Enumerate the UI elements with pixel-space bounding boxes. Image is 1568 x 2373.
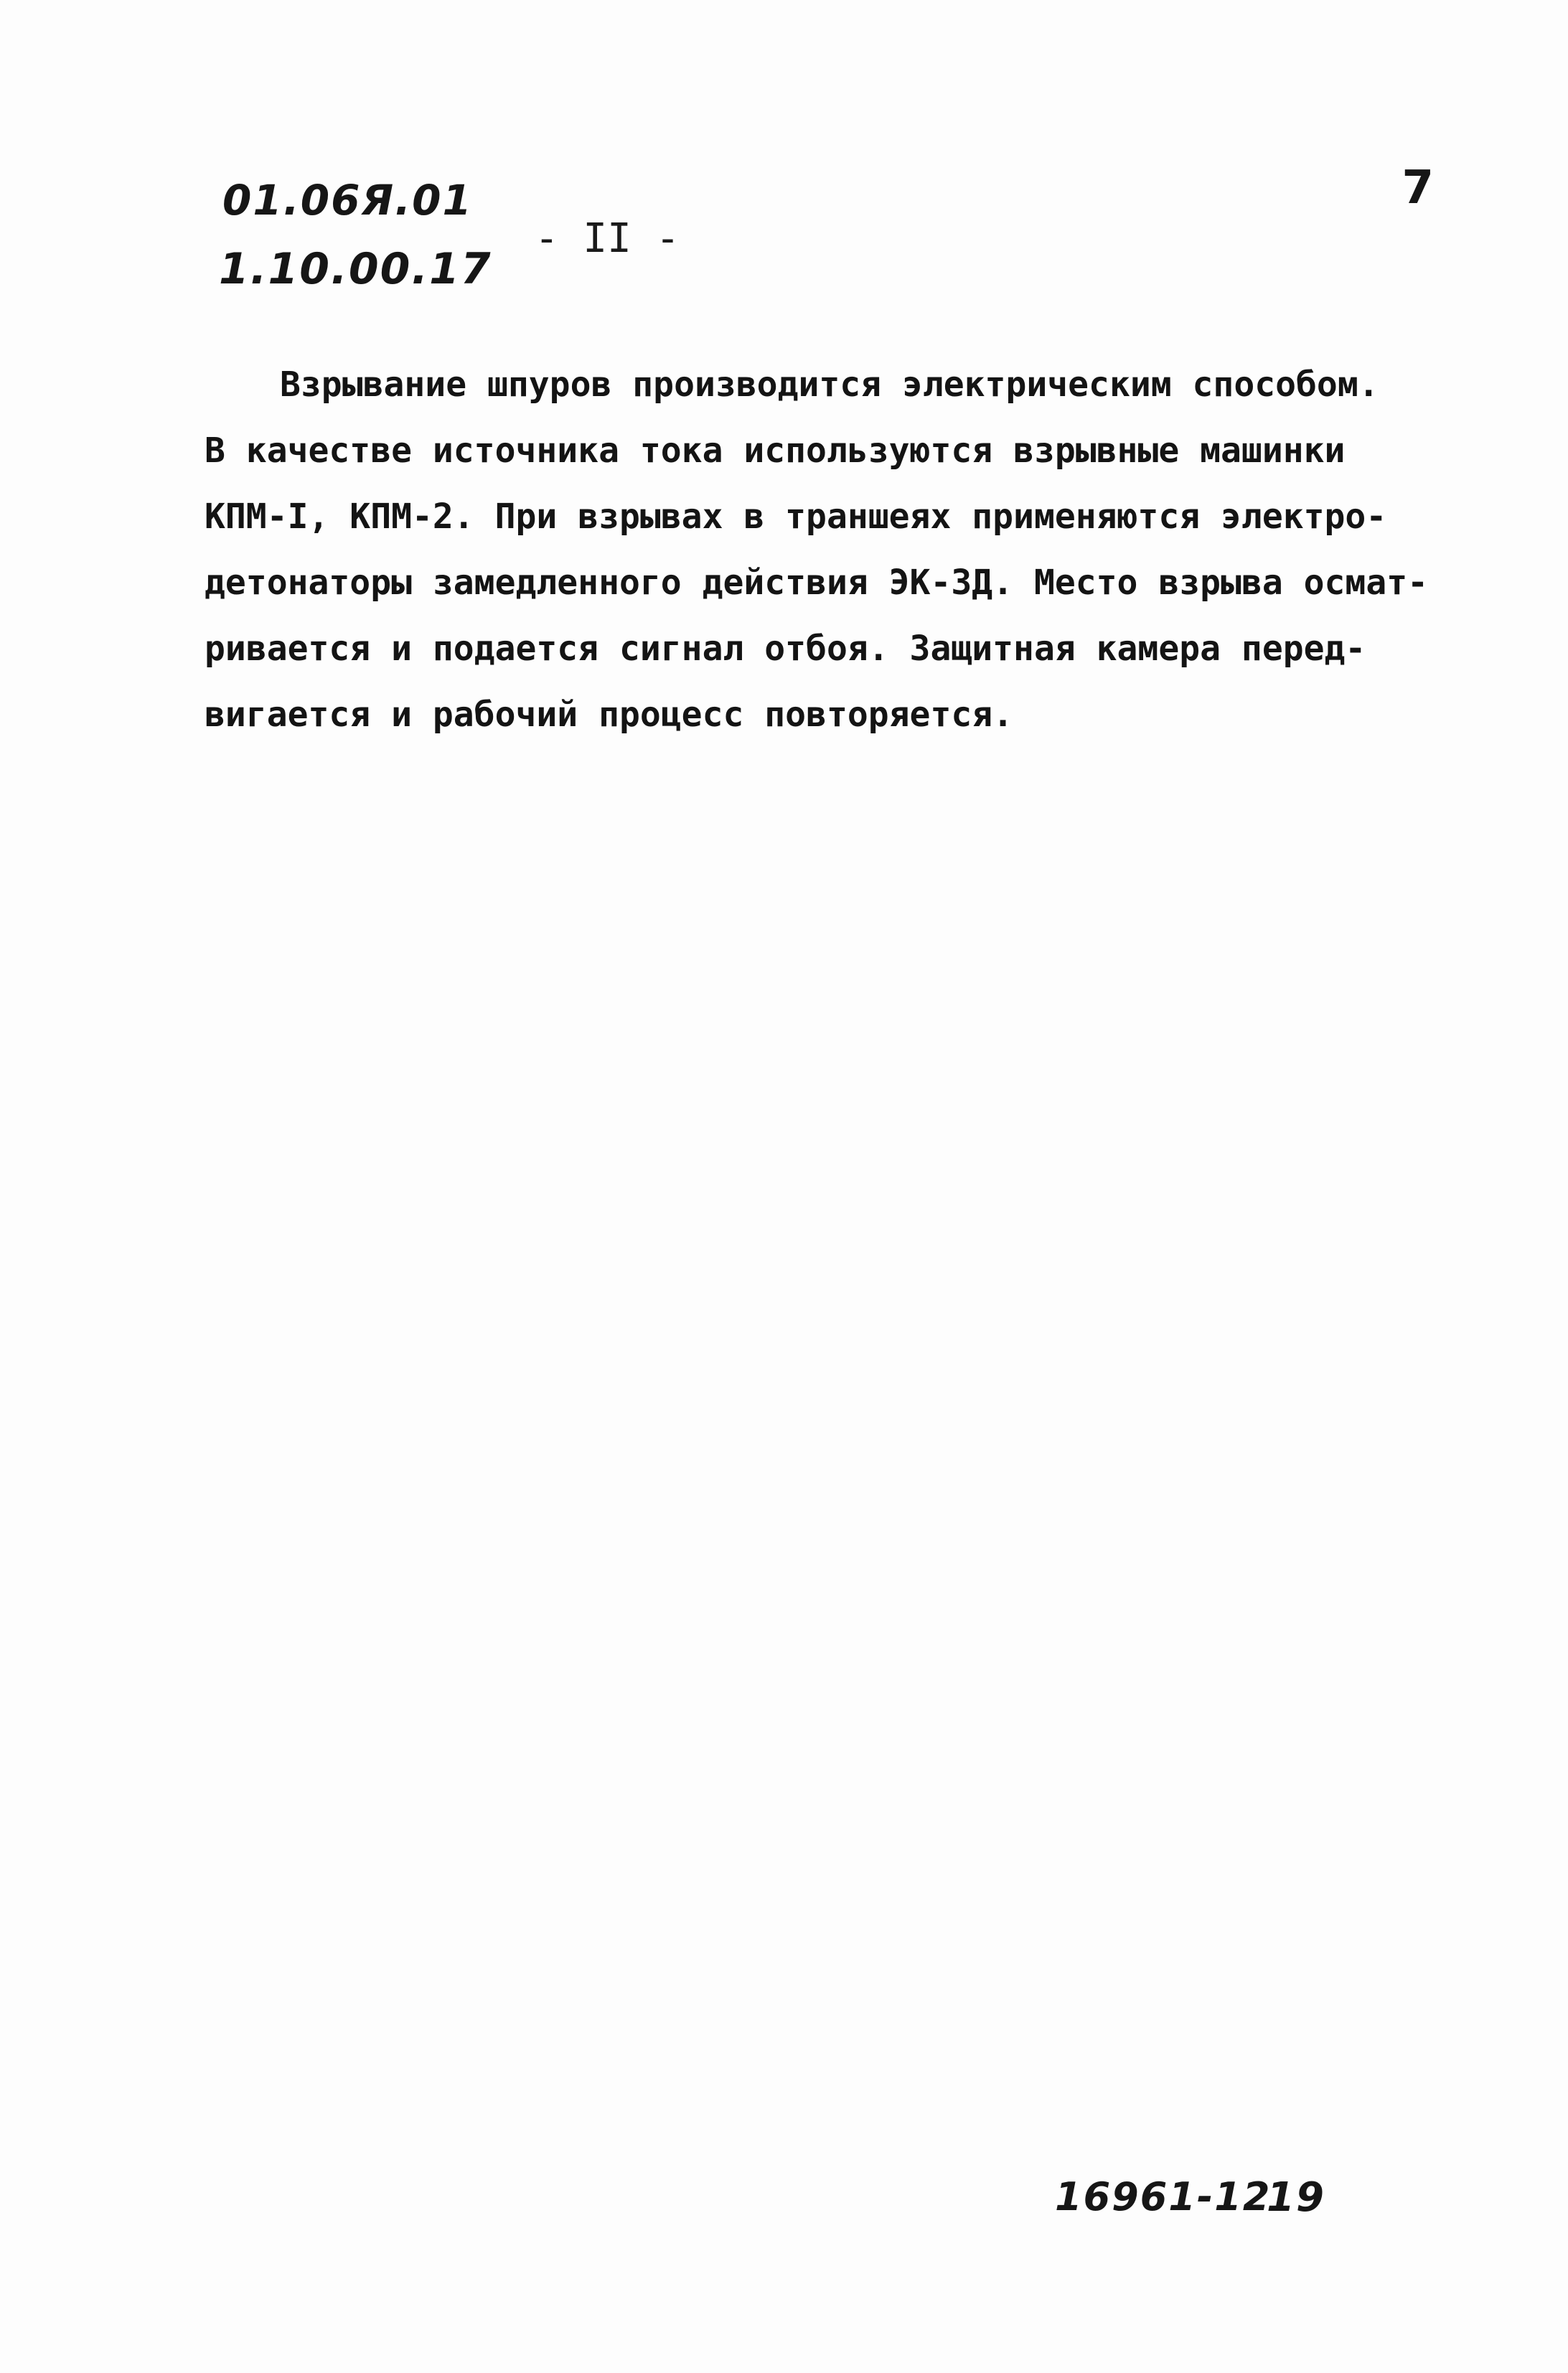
document-code-line-1: 01.06Я.01 (222, 176, 473, 225)
footer-sheet-number: 19 (1267, 2174, 1325, 2221)
document-code-line-2: 1.10.00.17 (219, 244, 492, 294)
paragraph-line: В качестве источника тока используются взрывные машинки (205, 431, 1346, 471)
paragraph-line: КПМ-I, КПМ-2. При взрывах в траншеях применяются электро- (205, 497, 1387, 537)
sheet-number: 7 (1402, 161, 1435, 215)
footer-document-number: 16961-12 (1055, 2174, 1272, 2219)
paragraph-line: ривается и подается сигнал отбоя. Защитная камера перед- (205, 629, 1366, 669)
page-number: - II - (535, 215, 680, 262)
paragraph-line: Взрывание шпуров производится электрическим способом. (280, 365, 1379, 405)
paragraph-line: детонаторы замедленного действия ЭК-ЗД. Место взрыва осмат- (205, 563, 1429, 603)
body-paragraph (205, 352, 1429, 748)
paragraph-line: вигается и рабочий процесс повторяется. (205, 695, 1014, 735)
